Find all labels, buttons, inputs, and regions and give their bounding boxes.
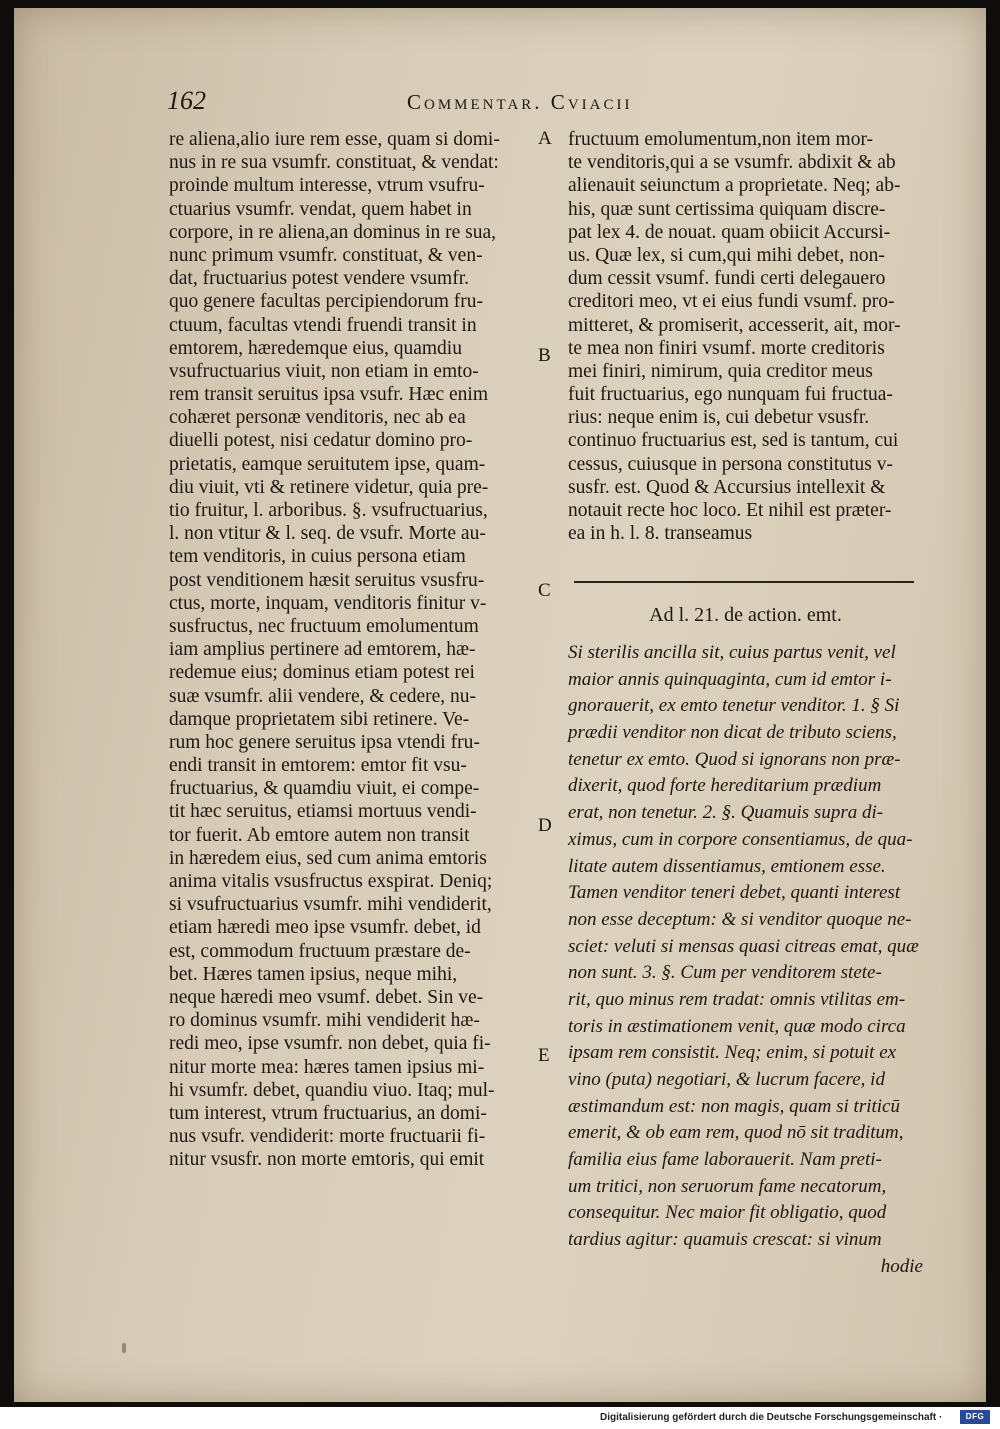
right-column-line: dum cessit vsumf. fundi certi delegauero	[568, 268, 886, 290]
quote-line: non esse deceptum: & si venditor quoque ne-	[568, 908, 912, 930]
quote-block	[568, 640, 923, 1281]
left-column-line: tit hæc seruitus, etiamsi mortuus vendi-	[169, 801, 477, 823]
quote-line: litate autem dissentiamus, emtionem esse.	[568, 855, 886, 877]
left-column	[169, 128, 537, 1171]
right-column-line: alienauit seiunctum a proprietate. Neq; ab-	[568, 175, 901, 197]
quote-line: vino (puta) negotiari, & lucrum facere, id	[568, 1069, 885, 1090]
left-column-line: endi transit in emtorem: emtor fit vsu-	[169, 755, 467, 777]
left-column-line: iam amplius pertinere ad emtorem, hæ-	[169, 639, 476, 661]
left-column-line: anima vitalis vsusfructus exspirat. Deniq;	[169, 871, 493, 892]
left-column-line: quo genere facultas percipiendorum fru-	[169, 291, 484, 313]
left-column-line: nitur morte mea: hæres tamen ipsius mi-	[169, 1056, 485, 1078]
margin-marker-b: B	[538, 345, 551, 366]
right-column-line: creditori meo, vt ei eius fundi vsumf. pro-	[568, 291, 895, 313]
left-column-line: nunc primum vsumfr. constituat, & ven-	[169, 244, 483, 266]
left-column-line: prietatis, eamque seruitutem ipse, quam-	[169, 453, 486, 475]
left-column-line: nus in re sua vsumfr. constituat, & vendat:	[169, 152, 499, 174]
right-column	[568, 128, 923, 545]
left-column-line: redi meo, ipse vsumfr. non debet, quia fi-	[169, 1033, 491, 1055]
left-column-line: re aliena,alio iure rem esse, quam si domi-	[169, 129, 500, 150]
footer-credit: Digitalisierung gefördert durch die Deutsche Forschungsgemeinschaft ·	[600, 1412, 943, 1423]
left-column-line: dat, fructuarius potest vendere vsumfr.	[169, 268, 469, 290]
left-column-line: tum interest, vtrum fructuarius, an domi-	[169, 1102, 487, 1124]
page-header	[155, 86, 915, 126]
margin-marker-a: A	[538, 128, 552, 149]
left-column-line: hi vsumfr. debet, quandiu viuo. Itaq; mul-	[169, 1079, 495, 1101]
left-column-line: est, commodum fructuum præstare de-	[169, 940, 471, 962]
left-column-line: tor fuerit. Ab emtore autem non transit	[169, 824, 470, 846]
section-rule	[574, 581, 914, 583]
right-column-line: mitteret, & promiserit, accesserit, ait, mor-	[568, 314, 901, 336]
right-column-line: ea in h. l. 8. transeamus	[568, 523, 753, 545]
quote-line: consequitur. Nec maior fit obligatio, quod	[568, 1202, 887, 1224]
quote-line: familia eius fame laborauerit. Nam preti-	[568, 1149, 882, 1171]
quote-line: gnorauerit, ex emto tenetur venditor. 1. § Si	[568, 695, 900, 717]
quote-line: hodie	[880, 1255, 923, 1277]
right-column-line: susfr. est. Quod & Accursius intellexit &	[568, 476, 886, 498]
left-column-line: nitur vsusfr. non morte emtoris, qui emit	[169, 1149, 485, 1171]
left-column-line: diu viuit, vti & retinere videtur, quia pre-	[169, 476, 489, 498]
left-column-line: damque proprietatem sibi retinere. Ve-	[169, 708, 470, 730]
quote-line: non sunt. 3. §. Cum per venditorem stete-	[568, 962, 882, 984]
left-column-line: l. non vtitur & l. seq. de vsufr. Morte au-	[169, 523, 486, 545]
left-column-line: redemue eius; dominus etiam potest rei	[169, 662, 475, 684]
quote-line: tardius agitur: quamuis crescat: si vinum	[568, 1229, 882, 1251]
left-column-line: in hæredem eius, sed cum anima emtoris	[169, 847, 487, 869]
section-heading: Ad l. 21. de action. emt.	[649, 604, 842, 626]
quote-line: um tritici, non seruorum fame necatorum,	[568, 1175, 887, 1197]
quote-line: ipsam rem consistit. Neq; enim, si potuit ex	[568, 1042, 897, 1064]
quote-line: Si sterilis ancilla sit, cuius partus venit, vel	[568, 642, 896, 663]
quote-line: sciet: veluti si mensas quasi citreas emat, quæ	[568, 935, 919, 957]
left-column-line: proinde multum interesse, vtrum vsufru-	[169, 175, 485, 197]
left-column-line: etiam hæredi meo ipse vsumfr. debet, id	[169, 917, 481, 939]
quote-line: rit, quo minus rem tradat: omnis vtilitas em-	[568, 988, 906, 1010]
left-column-line: post venditionem hæsit seruitus vsusfru-	[169, 569, 485, 591]
left-column-line: ctuarius vsumfr. vendat, quem habet in	[169, 198, 472, 220]
left-column-line: neque hæredi meo vsumf. debet. Sin ve-	[169, 986, 484, 1008]
left-column-line: tio fruitur, l. arboribus. §. vsufructuarius,	[169, 500, 488, 521]
quote-line: toris in æstimationem venit, quæ modo circa	[568, 1015, 906, 1037]
margin-marker-d: D	[538, 815, 552, 836]
left-column-line: susfructus, nec fructuum emolumentum	[169, 615, 479, 637]
right-column-line: his, quæ sunt certissima quiquam discre-	[568, 198, 886, 220]
quote-line: maior annis quinquaginta, cum id emtor i-	[568, 668, 892, 690]
margin-marker-e: E	[538, 1045, 550, 1066]
left-column-line: corpore, in re aliena,an dominus in re sua,	[169, 221, 497, 243]
left-column-line: ctuum, facultas vtendi fruendi transit in	[169, 314, 477, 336]
page-number: 162	[167, 86, 206, 115]
right-column-line: mei finiri, nimirum, quia creditor meus	[568, 360, 873, 382]
margin-marker-c: C	[538, 580, 551, 601]
right-column-line: us. Quæ lex, si cum,qui mihi debet, non-	[568, 244, 885, 266]
left-column-line: fructuarius, & quamdiu viuit, ei compe-	[169, 778, 480, 800]
quote-line: prædii venditor non dicat de tributo sciens,	[568, 722, 897, 744]
right-column-line: cessus, cuiusque in persona constitutus v-	[568, 453, 893, 475]
quote-line: erat, non tenetur. 2. §. Quamuis supra di-	[568, 802, 884, 824]
ink-smudge	[122, 1343, 126, 1353]
dfg-logo: DFG	[960, 1410, 990, 1424]
left-column-line: rum hoc genere seruitus ipsa vtendi fru-	[169, 731, 480, 753]
right-column-line: te venditoris,qui a se vsumfr. abdixit & ab	[568, 152, 896, 174]
right-column-line: fuit fructuarius, ego nunquam fui fructua-	[568, 384, 893, 406]
right-column-line: te mea non finiri vsumf. morte creditoris	[568, 337, 885, 359]
quote-line: tenetur ex emto. Quod si ignorans non præ-	[568, 748, 901, 770]
left-column-line: emtorem, hæredemque eius, quamdiu	[169, 337, 462, 359]
quote-line: ximus, cum in corpore consentiamus, de qua-	[568, 828, 913, 850]
quote-line: Tamen venditor teneri debet, quanti interest	[568, 882, 901, 904]
right-column-line: rius: neque enim is, cui debetur vsusfr.	[568, 407, 870, 429]
quote-line: dixerit, quod forte hereditarium prædium	[568, 775, 882, 797]
quote-line: æstimandum est: non magis, quam si triticū	[568, 1095, 900, 1117]
right-column-line: notauit recte hoc loco. Et nihil est præter-	[568, 500, 892, 521]
left-column-line: rem transit seruitus ipsa vsufr. Hæc enim	[169, 384, 488, 406]
right-column-line: pat lex 4. de nouat. quam obiicit Accursi-	[568, 221, 891, 243]
left-column-line: vsufructuarius viuit, non etiam in emto-	[169, 360, 479, 382]
left-column-line: nus vsufr. vendiderit: morte fructuarii fi-	[169, 1126, 486, 1148]
right-column-line: fructuum emolumentum,non item mor-	[568, 129, 874, 150]
left-column-line: tem venditoris, in cuius persona etiam	[169, 546, 466, 568]
left-column-line: ctus, morte, inquam, venditoris finitur v-	[169, 592, 487, 614]
left-column-line: si vsufructuarius vsumfr. mihi vendiderit,	[169, 894, 492, 916]
left-column-line: cohæret personæ venditoris, nec ab ea	[169, 407, 466, 429]
right-column-line: continuo fructuarius est, sed is tantum, cui	[568, 430, 899, 452]
left-column-line: diuelli potest, nisi cedatur domino pro-	[169, 430, 473, 452]
footer	[600, 1410, 990, 1426]
left-column-line: ro dominus vsumfr. mihi vendiderit hæ-	[169, 1010, 480, 1032]
quote-line: emerit, & ob eam rem, quod nō sit traditum,	[568, 1122, 904, 1144]
running-head: Commentar. Cviacii	[407, 90, 633, 114]
left-column-line: suæ vsumfr. alii vendere, & cedere, nu-	[169, 685, 477, 707]
left-column-line: bet. Hæres tamen ipsius, neque mihi,	[169, 963, 458, 985]
